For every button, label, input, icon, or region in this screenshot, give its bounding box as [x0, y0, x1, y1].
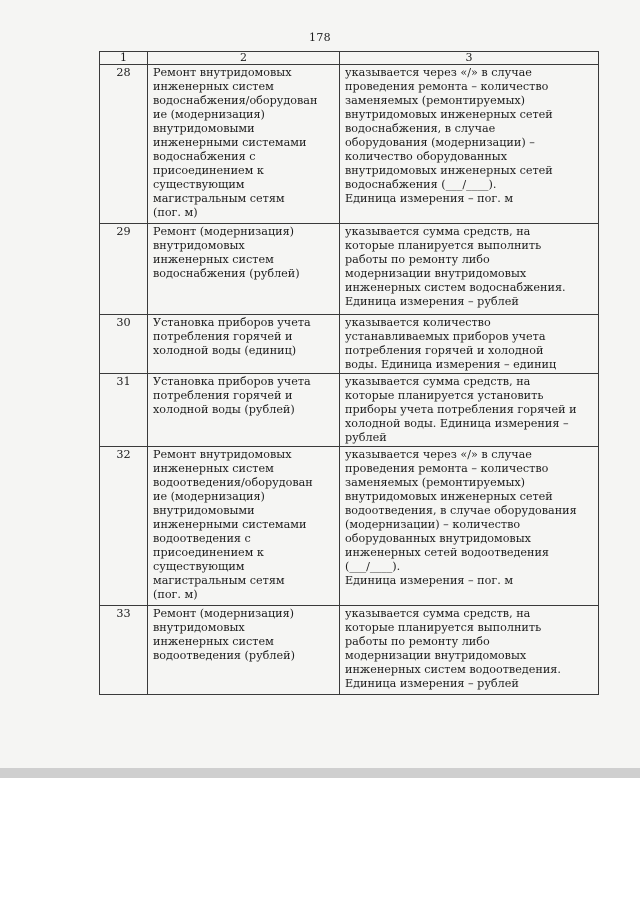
row-description: указывается сумма средств, на которые планируется выполнить работы по ремонту либо модернизации внутридомовых инженерных систем водоотведения. Единица измерения – рублей — [340, 606, 599, 695]
table-row — [100, 315, 599, 374]
row-number: 33 — [100, 606, 148, 695]
column-header-2: 2 — [148, 52, 340, 65]
row-indicator-name: Ремонт (модернизация) внутридомовых инженерных систем водоснабжения (рублей) — [148, 224, 340, 315]
table-row — [100, 65, 599, 224]
column-header-1: 1 — [100, 52, 148, 65]
row-indicator-name: Ремонт внутридомовых инженерных систем водоснабжения/оборудован ие (модернизация) внутридомовыми инженерными системами водоснабжения с присоединением к существующим магистральным сетям (пог. м) — [148, 65, 340, 224]
table-header-row — [100, 52, 599, 65]
row-description: указывается через «/» в случае проведения ремонта – количество заменяемых (ремонтируемых) внутридомовых инженерных сетей водоснабжения, в случае оборудования (модернизации) – количество оборудованных внутридомовых инженерных сетей водоснабжения (___/____). Единица измерения – пог. м — [340, 65, 599, 224]
row-number: 32 — [100, 447, 148, 606]
row-number: 30 — [100, 315, 148, 374]
row-description: указывается количество устанавливаемых приборов учета потребления горячей и холодной воды. Единица измерения – единиц — [340, 315, 599, 374]
row-indicator-name: Ремонт внутридомовых инженерных систем водоотведения/оборудован ие (модернизация) внутридомовыми инженерными системами водоотведения с присоединением к существующим магистральным сетям (пог. м) — [148, 447, 340, 606]
scan-edge-band — [0, 768, 640, 778]
table-row — [100, 374, 599, 447]
row-indicator-name: Ремонт (модернизация) внутридомовых инженерных систем водоотведения (рублей) — [148, 606, 340, 695]
table-row — [100, 447, 599, 606]
row-description: указывается сумма средств, на которые планируется выполнить работы по ремонту либо модернизации внутридомовых инженерных систем водоснабжения. Единица измерения – рублей — [340, 224, 599, 315]
row-indicator-name: Установка приборов учета потребления горячей и холодной воды (рублей) — [148, 374, 340, 447]
row-number: 28 — [100, 65, 148, 224]
row-description: указывается сумма средств, на которые планируется установить приборы учета потребления горячей и холодной воды. Единица измерения – рублей — [340, 374, 599, 447]
page-number: 178 — [309, 31, 331, 44]
row-description: указывается через «/» в случае проведения ремонта – количество заменяемых (ремонтируемых) внутридомовых инженерных сетей водоотведения, в случае оборудования (модернизации) – количество оборудованных внутридомовых инженерных сетей водоотведения (___/____). Единица измерения – пог. м — [340, 447, 599, 606]
table-row — [100, 606, 599, 695]
row-number: 31 — [100, 374, 148, 447]
table-row — [100, 224, 599, 315]
row-number: 29 — [100, 224, 148, 315]
requirements-table — [99, 51, 599, 695]
row-indicator-name: Установка приборов учета потребления горячей и холодной воды (единиц) — [148, 315, 340, 374]
column-header-3: 3 — [340, 52, 599, 65]
